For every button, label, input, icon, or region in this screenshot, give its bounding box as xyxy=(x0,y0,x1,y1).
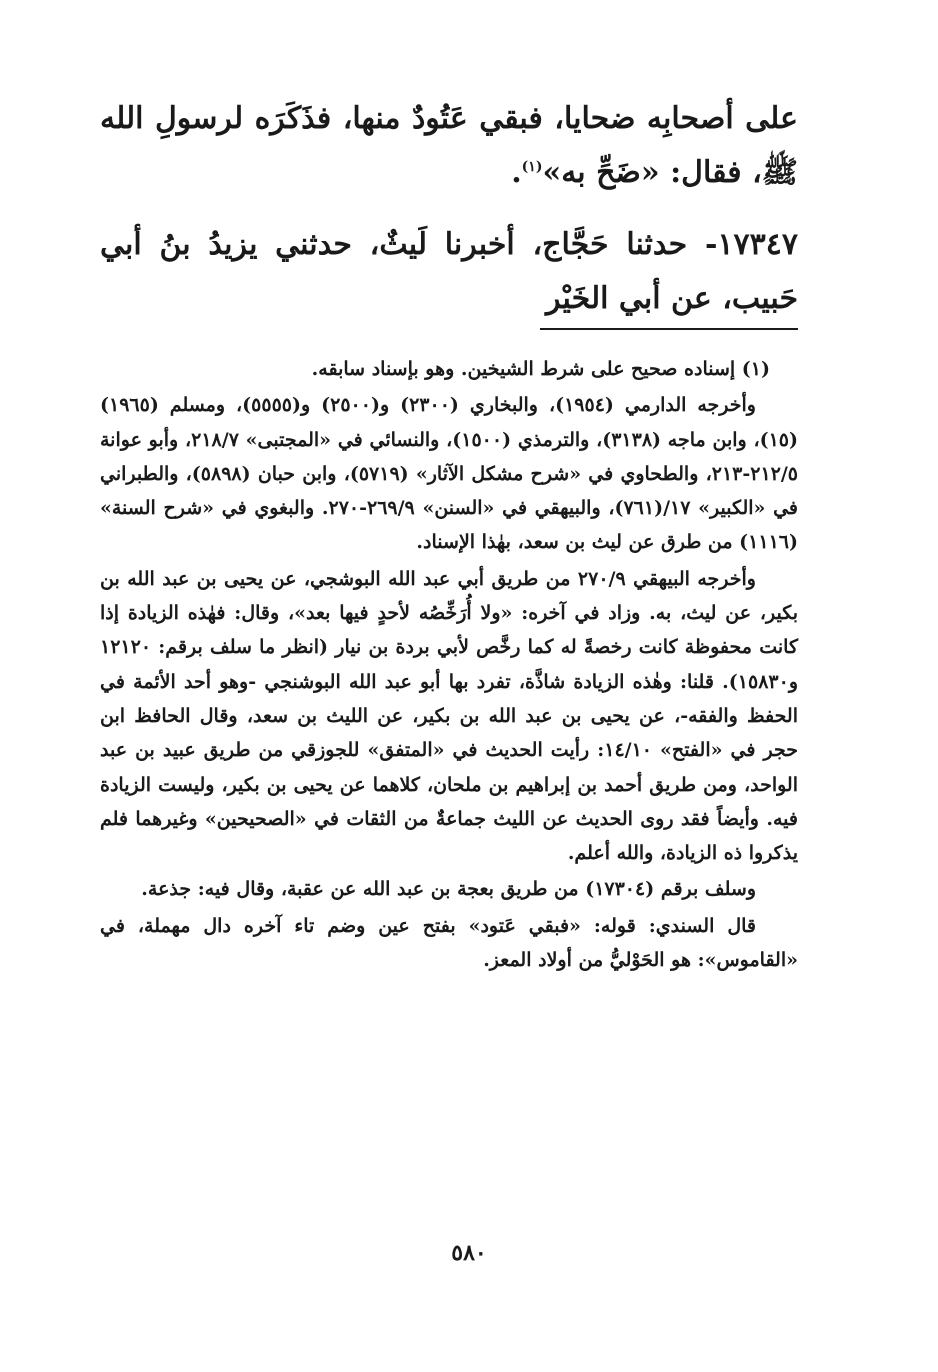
footnote-paragraph: قال السندي: قوله: «فبقي عَتود» بفتح عين وضم تاء آخره دال مهملة، في «القاموس»: هو الحَوْليُّ من أولاد المعز. xyxy=(100,914,798,972)
hadith-isnad: ١٧٣٤٧- حدثنا حَجَّاج، أخبرنا لَيثٌ، حدثني يزيدُ بنُ أبي حَبيب، عن أبي الخَيْر xyxy=(100,227,798,316)
footnote-separator xyxy=(540,328,798,330)
footnote-paragraph: وأخرجه البيهقي ٢٧٠/٩ من طريق أبي عبد الله البوشجي، عن يحيى بن عبد الله بن بكير، عن ليث، به. وزاد في آخره: «ولا أُرَخِّصُه لأحدٍ فيها بعد»، وقال: فهٰذه الزيادة إذا كانت محفوظة كانت رخصةً له كما رخَّص لأبي بردة بن نيار (انظر ما سلف برقم: ١٢١٢٠ و١٥٨٣٠). قلنا: وهٰذه الزيادة شاذَّة، تفرد بها أبو عبد الله البوشنجي -وهو أحد الأئمة في الحفظ والفقه-، عن يحيى بن عبد الله بن بكير، عن الليث بن سعد، وقال الحافظ ابن حجر في «الفتح» ١٤/١٠: رأيت الحديث في «المتفق» للجوزقي من طريق عبيد بن عبد الواحد، ومن طريق أحمد بن إبراهيم بن ملحان، كلاهما عن يحيى بن بكير، وليست الزيادة فيه. وأيضاً فقد روى الحديث عن الليث جماعةٌ من الثقات في «الصحيحين» وغيرهما فلم يذكروا ذه الزيادة، والله أعلم. xyxy=(100,567,798,865)
footnote-paragraph: وأخرجه الدارمي (١٩٥٤)، والبخاري (٢٣٠٠) و(٢٥٠٠) و(٥٥٥٥)، ومسلم (١٩٦٥) (١٥)، وابن ماجه (٣١٣٨)، والترمذي (١٥٠٠)، والنسائي في «المجتبى» ٢١٨/٧، وأبو عوانة ٢١٢/٥-٢١٣، والطحاوي في «شرح مشكل الآثار» (٥٧١٩)، وابن حبان (٥٨٩٨)، والطبراني في «الكبير» ١٧/(٧٦١)، والبيهقي في «السنن» ٢٦٩/٩-٢٧٠. والبغوي في «شرح السنة» (١١١٦) من طرق عن ليث بن سعد، بهٰذا الإسناد. xyxy=(100,394,799,554)
hadith-text: على أصحابِه ضحايا، فبقي عَتُودٌ منها، فذَكَرَه لرسولِ الله ﷺ، فقال: «ضَحِّ به» xyxy=(100,101,798,190)
footnote-1: (١) إسناده صحيح على شرط الشيخين. وهو بإسناد سابقه. xyxy=(311,358,770,380)
footnote-paragraph: وسلف برقم (١٧٣٠٤) من طريق بعجة بن عبد الله عن عقبة، وقال فيه: جذعة. xyxy=(141,878,756,901)
hadith-paragraph xyxy=(100,92,798,200)
footnotes xyxy=(100,352,798,979)
hadith-text-end: . xyxy=(511,155,522,190)
hadith-17347 xyxy=(100,218,798,326)
hadith-text-continuation xyxy=(100,92,798,200)
page-number: ٥٨٠ xyxy=(451,1240,487,1266)
footnote-ref: (١) xyxy=(521,159,543,175)
